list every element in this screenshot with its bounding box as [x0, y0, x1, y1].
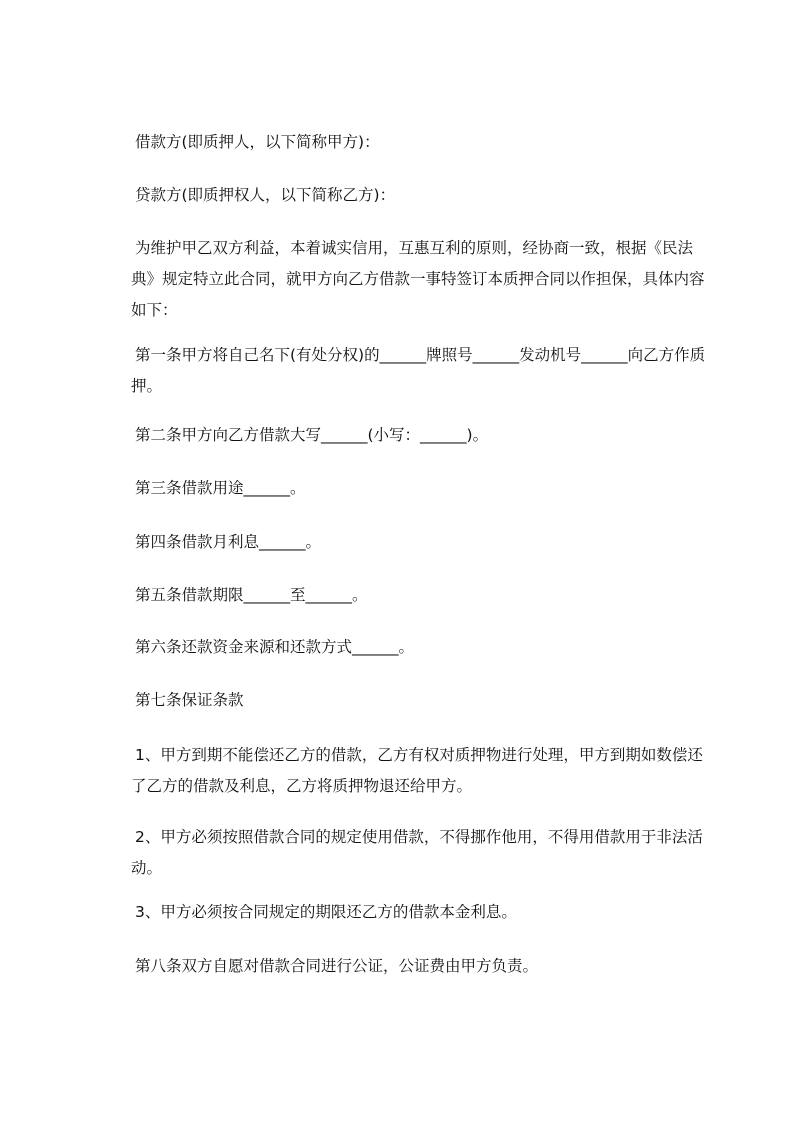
preamble-paragraph: 为维护甲乙双方利益，本着诚实信用，互惠互利的原则，经协商一致，根据《民法典》规定特立此合同，就甲方向乙方借款一事特签订本质押合同以作担保，具体内容如下：	[131, 239, 705, 319]
lender-line: 贷款方(即质押权人，以下简称乙方)：	[135, 186, 396, 204]
article-1: 第一条甲方将自己名下(有处分权)的______牌照号______发动机号______向乙方作质押。	[131, 346, 706, 395]
article-5: 第五条借款期限______至______。	[135, 586, 368, 604]
article-7-heading: 第七条保证条款	[135, 691, 244, 709]
article-3: 第三条借款用途______。	[135, 479, 306, 497]
article-4: 第四条借款月利息______。	[135, 533, 322, 551]
borrower-line: 借款方(即质押人，以下简称甲方)：	[135, 133, 380, 151]
article-7-clause-2: 2、甲方必须按照借款合同的规定使用借款，不得挪作他用，不得用借款用于非法活动。	[131, 828, 703, 877]
article-7-clause-1: 1、甲方到期不能偿还乙方的借款，乙方有权对质押物进行处理，甲方到期如数偿还了乙方的借款及利息，乙方将质押物退还给甲方。	[131, 746, 703, 795]
article-8: 第八条双方自愿对借款合同进行公证，公证费由甲方负责。	[135, 957, 539, 975]
article-7-clause-3: 3、甲方必须按合同规定的期限还乙方的借款本金利息。	[135, 903, 517, 921]
article-2: 第二条甲方向乙方借款大写______(小写：______)。	[135, 426, 489, 444]
article-6: 第六条还款资金来源和还款方式______。	[135, 638, 415, 656]
